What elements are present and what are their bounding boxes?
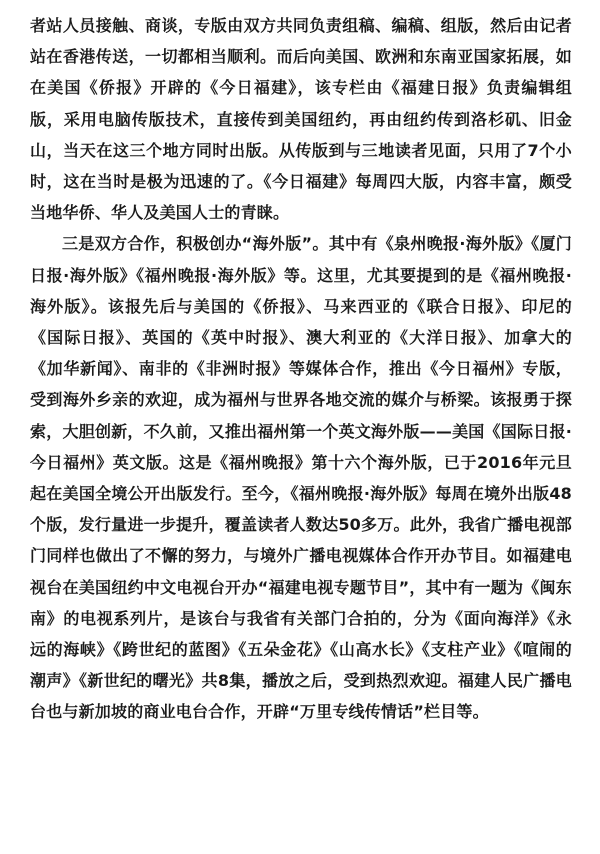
paragraph-overseas-editions: 三是双方合作，积极创办“海外版”。其中有《泉州晚报·海外版》《厦门日报·海外版》《福州晚报·海外版》等。这里，尤其要提到的是《福州晚报·海外版》。该报先后与美国的《侨报》、马来西亚的《联合日报》、印尼的《国际日报》、英国的《英中时报》、澳大利亚的《大洋日报》、加拿大的《加华新闻》、南非的《非洲时报》等媒体合作，推出《今日福州》专版，受到海外乡亲的欢迎，成为福州与世界各地交流的媒介与桥梁。该报勇于探索，大胆创新，不久前，又推出福州第一个英文海外版——美国《国际日报·今日福州》英文版。这是《福州晚报》第十六个海外版，已于2016年元旦起在美国全境公开出版发行。至今，《福州晚报·海外版》每周在境外出版48个版，发行量进一步提升，覆盖读者人数达50多万。此外，我省广播电视部门同样也做出了不懈的努力，与境外广播电视媒体合作开办节目。如福建电视台在美国纽约中文电视台开办“福建电视专题节目”，其中有一题为《闽东南》的电视系列片，是该台与我省有关部门合拍的，分为《面向海洋》《永远的海峡》《跨世纪的蓝图》《五朵金花》《山高水长》《支柱产业》《喧闹的潮声》《新世纪的曙光》共8集，播放之后，受到热烈欢迎。福建人民广播电台也与新加坡的商业电台合作，开辟“万里专线传情话”栏目等。	[30, 234, 572, 722]
paragraph-continued: 者站人员接触、商谈，专版由双方共同负责组稿、编稿、组版，然后由记者站在香港传送，一切都相当顺利。而后向美国、欧洲和东南亚国家拓展，如在美国《侨报》开辟的《今日福建》，该专栏由《福建日报》负责编辑组版，采用电脑传版技术，直接传到美国纽约，再由纽约传到洛杉矶、旧金山，当天在这三个地方同时出版。从传版到与三地读者见面，只用了7个小时，这在当时是极为迅速的了。《今日福建》每周四大版，内容丰富，颇受当地华侨、华人及美国人士的青睐。	[30, 16, 572, 223]
